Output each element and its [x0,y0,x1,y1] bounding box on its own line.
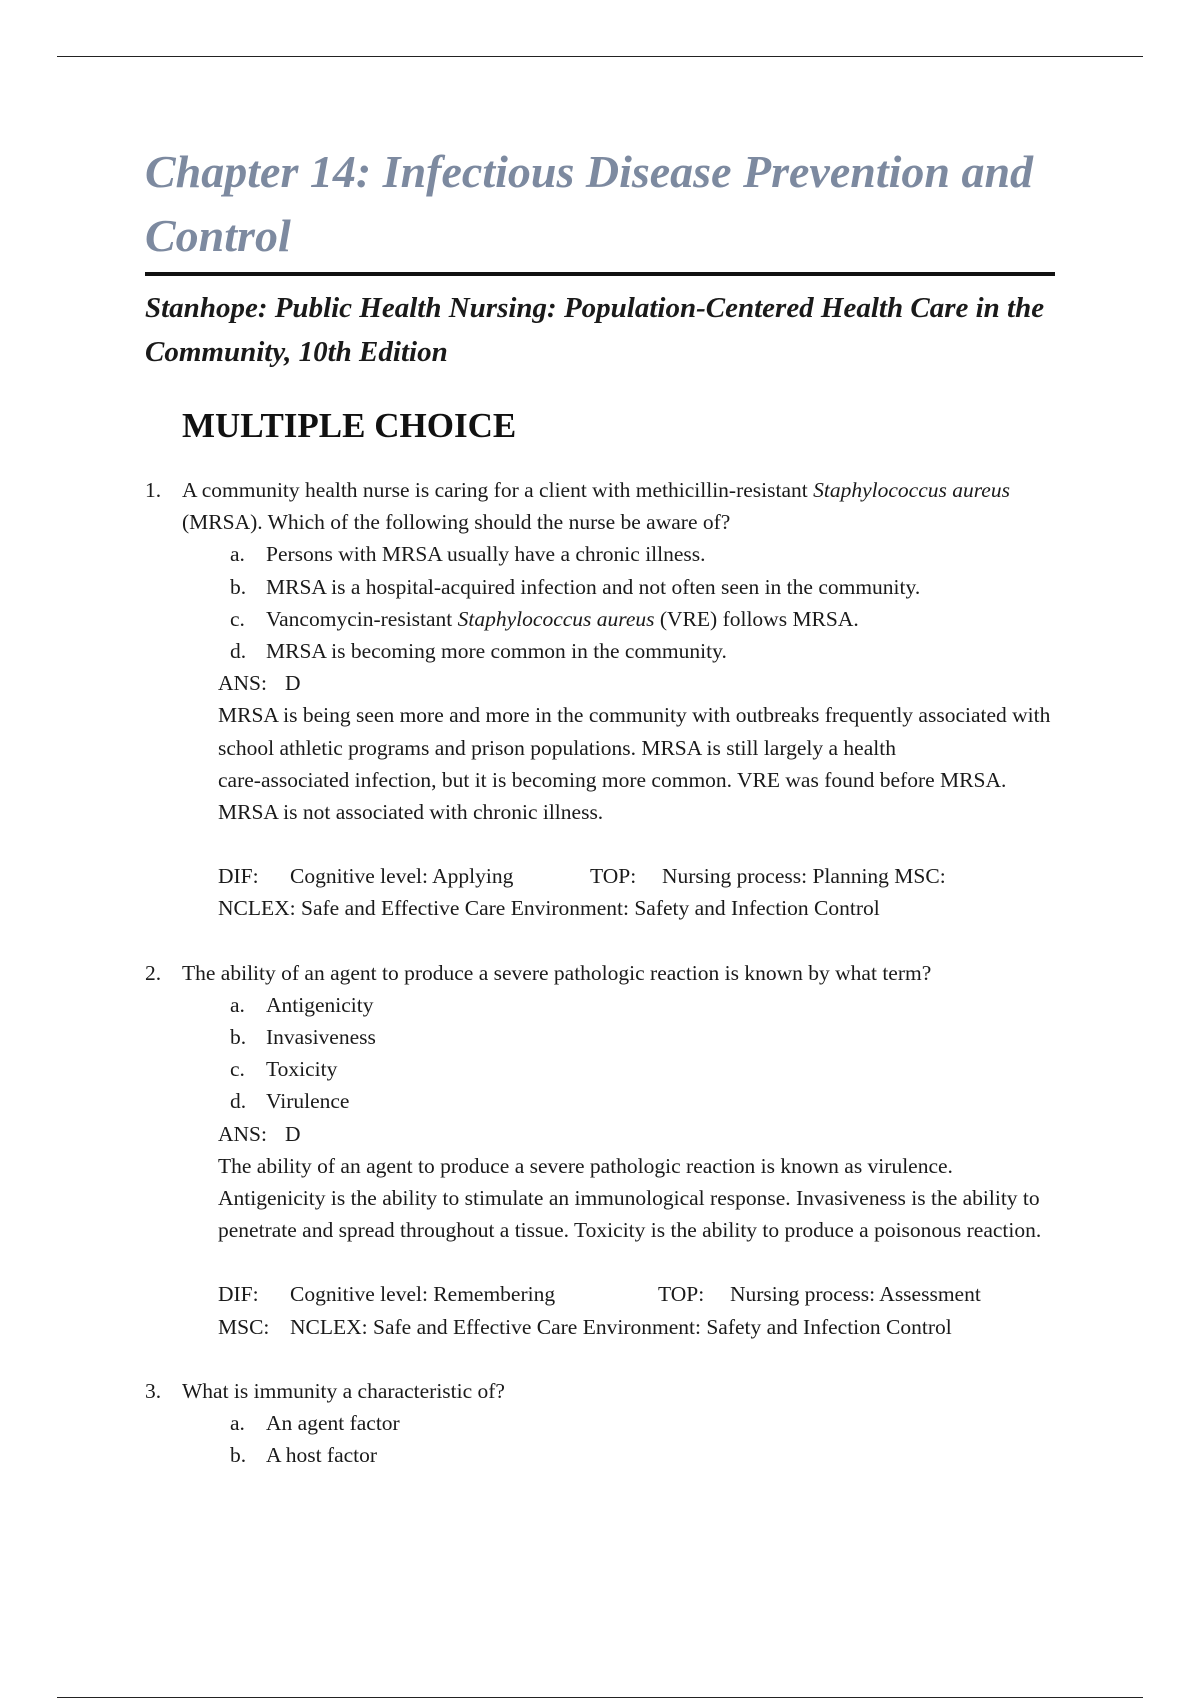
option-b [230,1439,1055,1471]
answer-label: ANS: [218,671,267,696]
metadata-line [218,860,1055,892]
rationale [218,1150,1055,1247]
option-a [230,989,1055,1021]
msc-label: MSC: [218,1314,270,1339]
chapter-title: Chapter 14: Infectious Disease Prevention and Control [145,140,1055,276]
option-text: A host factor [266,1443,378,1468]
option-letter: a. [230,1411,245,1436]
option-c [230,1053,1055,1085]
document-body [145,140,1055,1471]
top-value: Nursing process: Planning MSC: [662,864,946,889]
option-text: Invasiveness [266,1025,376,1050]
rationale-text: MRSA is being seen more and more in the community with outbreaks frequently associated with school athletic programs and prison populations. MRSA is still largely a health [218,703,1051,760]
option-letter: a. [230,542,245,567]
option-text: Persons with MRSA usually have a chronic illness. [266,542,706,567]
option-letter: d. [230,1089,247,1114]
option-c [230,603,1055,635]
stem-text: (MRSA). Which of the following should the nurse be aware of? [182,510,731,535]
top-label: TOP: [590,864,637,889]
question-metadata [218,860,1055,924]
option-letter: b. [230,1025,247,1050]
option-text: An agent factor [266,1411,400,1436]
answer-line [218,1118,1055,1150]
option-a [230,538,1055,570]
answer-block [182,667,1055,924]
option-letter: c. [230,606,245,631]
msc-value: NCLEX: Safe and Effective Care Environment: Safety and Infection Control [290,1314,952,1339]
option-letter: b. [230,1443,247,1468]
question-3 [145,1375,1055,1472]
stem-italic-text: Staphylococcus aureus [813,478,1010,502]
question-stem: What is immunity a characteristic of? [182,1378,505,1403]
msc-value: NCLEX: Safe and Effective Care Environment: Safety and Infection Control [218,896,880,921]
option-b [230,1021,1055,1053]
rationale-text: care-associated infection, but it is becoming more common. VRE was found before MRSA. MRSA is not associated with chronic illness. [218,767,1007,825]
top-value: Nursing process: Assessment [730,1282,981,1307]
question-number: 1. [145,478,162,502]
answer-block [182,1118,1055,1343]
option-letter: c. [230,1057,245,1082]
option-letter: a. [230,992,245,1017]
dif-value: Cognitive level: Applying [290,864,514,889]
question-2 [145,957,1055,1343]
question-number: 3. [145,1378,162,1403]
option-list [182,538,1055,667]
top-rule [57,56,1143,57]
metadata-line [218,1311,1055,1343]
section-title: MULTIPLE CHOICE [182,406,517,445]
option-text: MRSA is becoming more common in the community. [266,639,727,664]
rationale [218,699,1055,828]
option-list [182,1407,1055,1471]
rationale-text: The ability of an agent to produce a severe pathologic reaction is known as virulence. Antigenicity is the ability to stimulate an immunological response. Invasiveness is the ability to penetrate and spread throughout a tissue. Toxicity is the ability to produce a poisonous reaction. [218,1153,1042,1243]
book-subtitle: Stanhope: Public Health Nursing: Population-Centered Health Care in the Community, 10th Edition [145,292,1045,368]
option-text: MRSA is a hospital-acquired infection and not often seen in the community. [266,574,921,599]
bottom-rule [57,1697,1143,1698]
dif-value: Cognitive level: Remembering [290,1282,556,1307]
option-text: Toxicity [266,1057,338,1082]
stem-text: A community health nurse is caring for a client with methicillin-resistant [182,478,814,502]
option-b [230,571,1055,603]
option-a [230,1407,1055,1439]
dif-label: DIF: [218,1282,259,1307]
option-text: Vancomycin-resistant [266,606,458,631]
question-stem: The ability of an agent to produce a severe pathologic reaction is known by what term? [182,960,932,985]
option-italic-text: Staphylococcus aureus [457,606,655,631]
question-1 [145,474,1055,925]
option-list [182,989,1055,1118]
option-text: (VRE) follows MRSA. [654,606,859,631]
top-label: TOP: [658,1282,705,1307]
answer-value: D [284,1121,301,1146]
option-letter: b. [230,574,247,599]
answer-label: ANS: [218,1121,267,1146]
question-stem [182,474,1055,538]
option-text: Antigenicity [266,992,374,1017]
answer-line [218,667,1055,699]
option-text: Virulence [266,1089,350,1114]
answer-value: D [284,671,301,696]
option-d [230,635,1055,667]
dif-label: DIF: [218,864,259,889]
question-list [145,474,1055,1471]
metadata-line [218,1278,1055,1310]
option-letter: d. [230,639,247,664]
option-d [230,1085,1055,1117]
question-number: 2. [145,960,162,985]
question-metadata [218,1278,1055,1342]
